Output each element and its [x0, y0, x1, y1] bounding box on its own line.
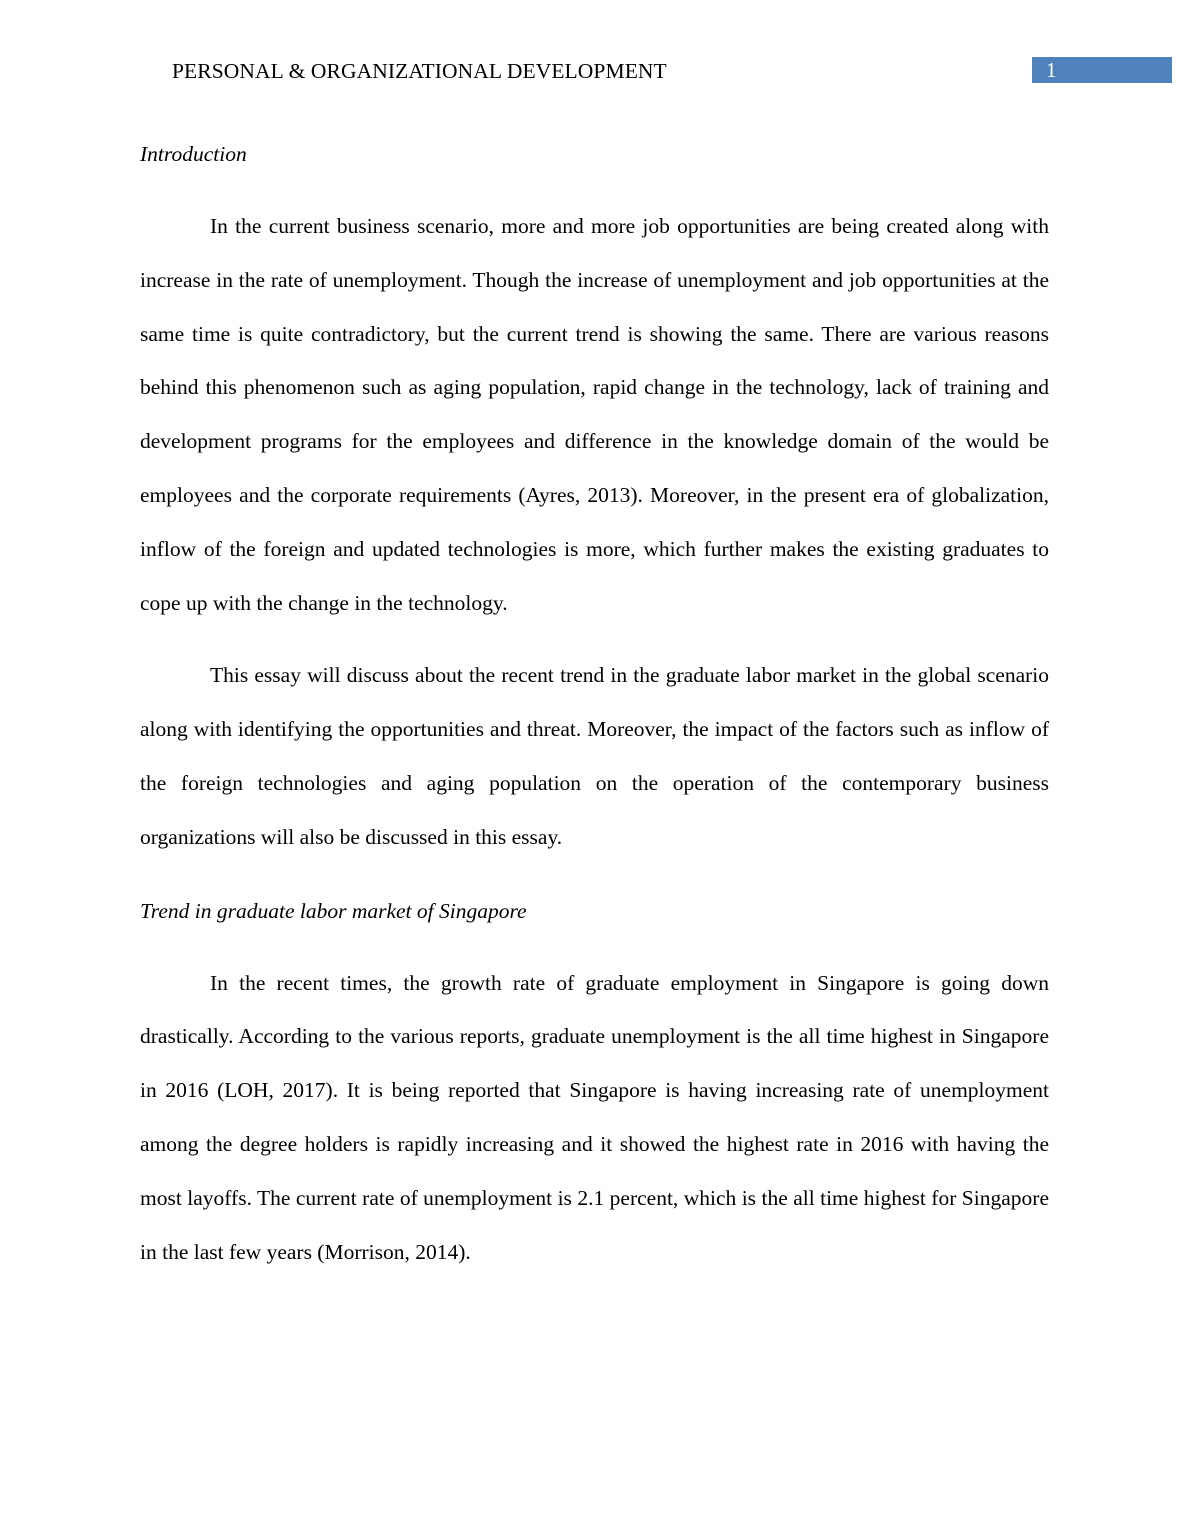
page-number: 1 [1046, 58, 1057, 82]
body-paragraph: In the current business scenario, more and more job opportunities are being created along with increase in the rate of unemployment. Though the increase of unemployment and job opportunities at the same time is quite contradictory, but the current trend is showing the same. There are various reasons behind this phenomenon such as aging population, rapid change in the technology, lack of training and development programs for the employees and difference in the knowledge domain of the would be employees and the corporate requirements (Ayres, 2013). Moreover, in the present era of globalization, inflow of the foreign and updated technologies is more, which further makes the existing graduates to cope up with the change in the technology. [140, 214, 1049, 615]
running-head-title: PERSONAL & ORGANIZATIONAL DEVELOPMENT [172, 59, 667, 83]
document-body [140, 128, 1049, 1279]
page-number-badge [1032, 57, 1172, 83]
body-paragraph: In the recent times, the growth rate of graduate employment in Singapore is going down drastically. According to the various reports, graduate unemployment is the all time highest in Singapore in 2016 (LOH, 2017). It is being reported that Singapore is having increasing rate of unemployment among the degree holders is rapidly increasing and it showed the highest rate in 2016 with having the most layoffs. The current rate of unemployment is 2.1 percent, which is the all time highest for Singapore in the last few years (Morrison, 2014). [140, 970, 1049, 1264]
section-heading-trend-singapore: Trend in graduate labor market of Singapore [140, 898, 527, 923]
section-heading-introduction: Introduction [140, 142, 247, 166]
body-paragraph: This essay will discuss about the recent trend in the graduate labor market in the global scenario along with identifying the opportunities and threat. Moreover, the impact of the factors such as inflow of the foreign technologies and aging population on the operation of the contemporary business organizations will also be discussed in this essay. [140, 663, 1049, 849]
